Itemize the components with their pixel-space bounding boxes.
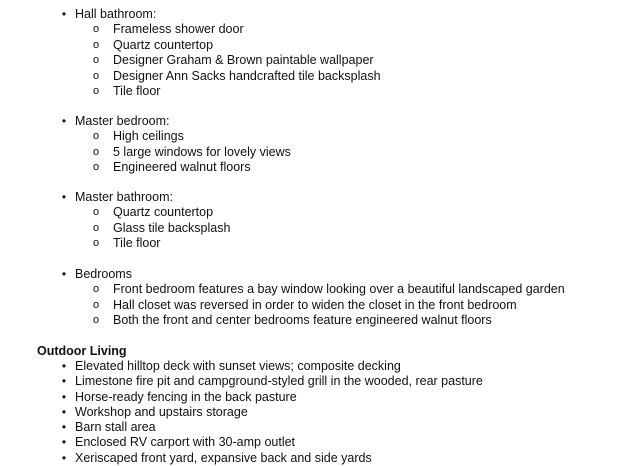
sub-item-text: Designer Ann Sacks handcrafted tile backsplash — [113, 68, 381, 83]
list-item — [55, 374, 630, 389]
bullet-disc: • — [61, 404, 67, 419]
bullet-disc: • — [61, 389, 67, 404]
bullet-circle: o — [92, 54, 100, 66]
bullet-circle: o — [92, 237, 100, 249]
sub-item-text: Quartz countertop — [113, 205, 214, 219]
sub-list-item — [55, 221, 630, 237]
bullet-disc: • — [61, 450, 67, 465]
list-item — [55, 359, 630, 374]
section-outdoor-living — [55, 359, 630, 466]
bullet-circle: o — [92, 161, 100, 173]
bullet-circle: o — [92, 206, 100, 218]
list-item — [55, 405, 630, 420]
section-master-bedroom — [55, 114, 630, 176]
item-text: Workshop and upstairs storage — [75, 404, 248, 419]
sub-item-text: Glass tile backsplash — [113, 220, 231, 235]
sub-list-item — [55, 22, 630, 38]
bullet-disc: • — [61, 359, 67, 373]
bullet-circle: o — [92, 298, 100, 311]
item-text: Barn stall area — [75, 420, 156, 435]
list-item — [55, 190, 630, 205]
sub-item-text: High ceilings — [113, 129, 184, 143]
bullet-circle: o — [92, 38, 100, 51]
sub-list-item — [55, 205, 630, 221]
section-master-bathroom — [55, 190, 630, 252]
sub-item-text: 5 large windows for lovely views — [113, 144, 291, 159]
sub-item-text: Hall closet was reversed in order to widen the closet in the front bedroom — [113, 297, 517, 312]
sub-list-item — [55, 129, 630, 145]
bullet-disc: • — [61, 7, 67, 21]
sub-item-text: Quartz countertop — [113, 37, 214, 52]
bullet-circle: o — [92, 221, 100, 234]
item-text: Xeriscaped front yard, expansive back and side yards — [75, 450, 372, 465]
section-bedrooms — [55, 267, 630, 329]
list-item — [55, 7, 630, 22]
sub-list-item — [55, 160, 630, 176]
sub-list-item — [55, 236, 630, 252]
sub-item-text: Tile floor — [113, 84, 161, 98]
bullet-circle: o — [92, 283, 100, 295]
sub-list-item — [55, 313, 630, 329]
section-title: Hall bathroom: — [75, 7, 157, 21]
bullet-disc: • — [61, 267, 67, 281]
list-item — [55, 420, 630, 435]
bullet-circle: o — [92, 130, 100, 142]
bullet-circle: o — [92, 314, 100, 326]
section-title: Bedrooms — [75, 267, 132, 281]
sub-item-text: Both the front and center bedrooms feature engineered walnut floors — [113, 313, 492, 327]
bullet-disc: • — [61, 190, 67, 204]
sub-list-item — [55, 282, 630, 298]
list-item — [55, 267, 630, 282]
sub-item-text: Frameless shower door — [113, 22, 244, 36]
bullet-circle: o — [92, 69, 100, 82]
bullet-circle: o — [92, 85, 100, 97]
section-hall-bathroom — [55, 7, 630, 100]
list-item — [55, 451, 630, 466]
bullet-disc: • — [61, 374, 67, 389]
item-text: Elevated hilltop deck with sunset views; composite decking — [75, 359, 401, 373]
item-text: Limestone fire pit and campground-styled grill in the wooded, rear pasture — [75, 374, 483, 389]
outdoor-living-heading: Outdoor Living — [37, 344, 127, 358]
sub-item-text: Front bedroom features a bay window looking over a beautiful landscaped garden — [113, 282, 565, 296]
list-item — [55, 435, 630, 450]
sub-list-item — [55, 298, 630, 314]
sub-list-item — [55, 84, 630, 100]
sub-item-text: Designer Graham & Brown paintable wallpaper — [113, 53, 374, 67]
list-item — [55, 114, 630, 129]
bullet-disc: • — [61, 435, 67, 450]
sub-list-item — [55, 38, 630, 54]
list-item — [55, 390, 630, 405]
sub-item-text: Tile floor — [113, 236, 161, 250]
item-text: Enclosed RV carport with 30-amp outlet — [75, 435, 296, 450]
item-text: Horse-ready fencing in the back pasture — [75, 389, 297, 404]
sub-list-item — [55, 69, 630, 85]
sub-item-text: Engineered walnut floors — [113, 160, 251, 174]
sub-list-item — [55, 145, 630, 161]
bullet-disc: • — [61, 420, 67, 435]
section-title: Master bedroom: — [75, 114, 170, 128]
bullet-disc: • — [61, 114, 67, 128]
bullet-circle: o — [92, 145, 100, 158]
bullet-circle: o — [92, 23, 100, 35]
section-title: Master bathroom: — [75, 190, 173, 204]
sub-list-item — [55, 53, 630, 69]
